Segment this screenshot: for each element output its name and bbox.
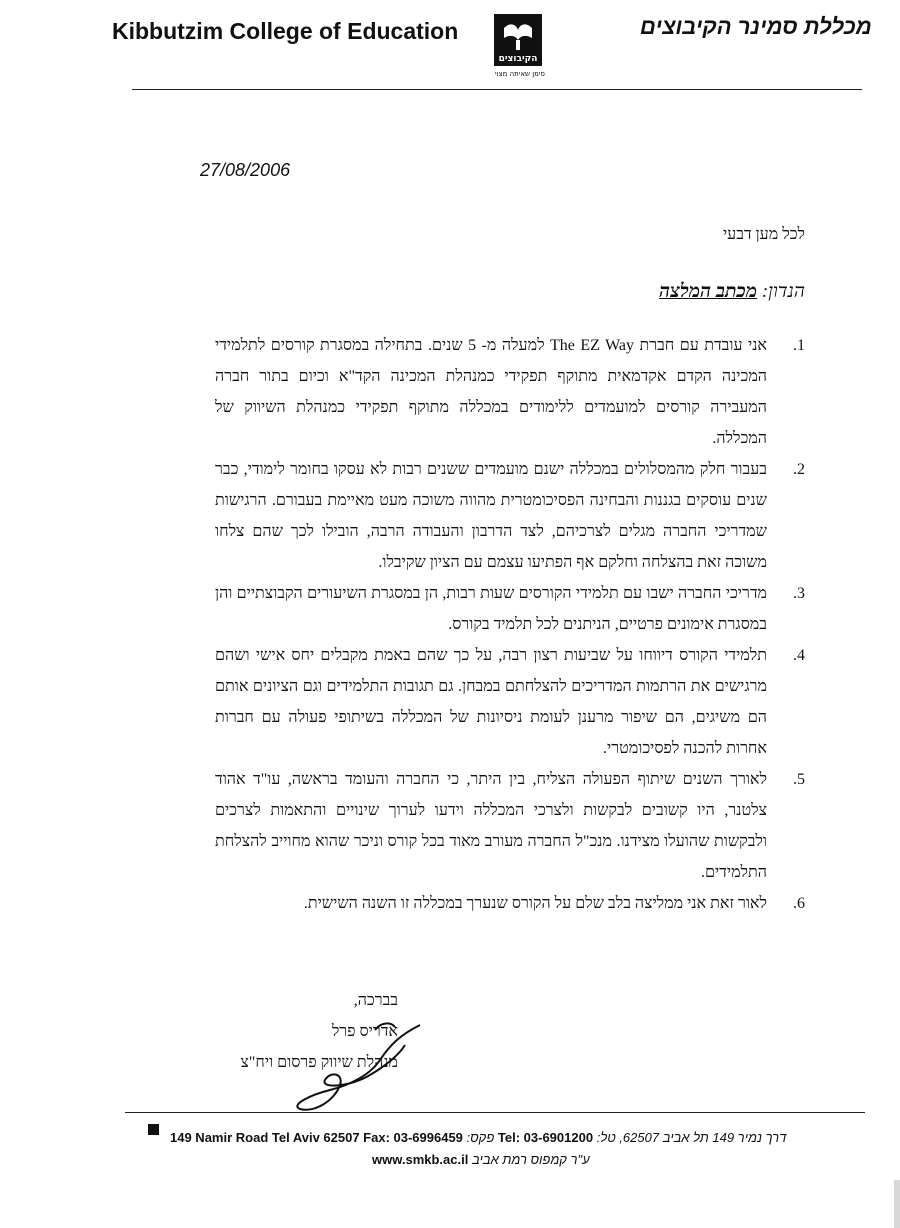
footer-contact-line bbox=[170, 1130, 870, 1145]
footer-bullet bbox=[148, 1124, 159, 1135]
item-number: 2. bbox=[793, 461, 805, 478]
item-number: 6. bbox=[793, 895, 805, 912]
footer-campus: ע"ר קמפוס רמת אביב bbox=[471, 1152, 590, 1167]
list-item bbox=[215, 640, 805, 764]
footer-web-line bbox=[372, 1152, 590, 1167]
footer-tel: Tel: 03-6901200 bbox=[497, 1130, 594, 1145]
subject-label: הנדון: bbox=[761, 281, 805, 302]
item-number: 5. bbox=[793, 771, 805, 788]
footer-divider bbox=[125, 1112, 865, 1113]
footer-website: www.smkb.ac.il bbox=[372, 1152, 469, 1167]
letter-date: 27/08/2006 bbox=[200, 160, 291, 180]
list-item bbox=[215, 888, 805, 919]
header-divider bbox=[132, 89, 862, 90]
list-item bbox=[215, 454, 805, 578]
item-number: 4. bbox=[793, 647, 805, 664]
closing-greeting: בברכה, bbox=[353, 992, 398, 1009]
logo-caption: סימן שאיתה מצוי bbox=[495, 70, 545, 78]
item-text: לאורך השנים שיתוף הפעולה הצליח, בין היתר, כי החברה והעומד בראשה, עו"ד אהוד צלטנר, היו קשובים לבקשות ולצרכי המכללה וידעו לערוך שינויים והתאמות לצרכים ולבקשות שהועלו מצידנו. מנכ"ל החברה מעורב מאוד בכל קורס וניכר שהוא מחוייב להצלחת התלמידים. bbox=[215, 771, 767, 881]
item-text: לאור זאת אני ממליצה בלב שלם על הקורס שנערך במכללה זו השנה השישית. bbox=[303, 895, 767, 912]
list-item bbox=[215, 764, 805, 888]
handwritten-signature bbox=[280, 1005, 450, 1115]
footer-address-en: 149 Namir Road Tel Aviv 62507 Fax: 03-6996459 bbox=[170, 1130, 463, 1145]
letter-subject bbox=[659, 281, 805, 303]
item-text: תלמידי הקורס דיווחו על שביעות רצון רבה, על כך שהם באמת מקבלים יחס אישי ושהם מרגישים את הרתמות המדריכים להצלחתם במבחן. גם תגובות התלמידים וגם הציונים אותם הם משיגים, הם שיפור מרענן לעומת ניסיונות של המכללה בשיתופי פעולה עם חברות אחרות להכנה לפסיכומטרי. bbox=[215, 647, 767, 757]
item-text: אני עובדת עם חברת The EZ Way למעלה מ- 5 שנים. בתחילה במסגרת קורסים לתלמידי המכינה הקדם אקדמאית מתוקף תפקידי כמנהלת המכינה הקד"א וכיום בתור חברה המעבירה קורסים למועמדים ללימודים במכללה מתוקף תפקידי כמנהלת השיווק של המכללה. bbox=[215, 337, 767, 447]
college-name-hebrew: מכללת סמינר הקיבוצים bbox=[640, 14, 872, 39]
subject-title: מכתב המלצה bbox=[659, 281, 758, 302]
footer-fax-label: פקס: bbox=[466, 1130, 495, 1145]
list-item bbox=[215, 578, 805, 640]
college-logo bbox=[490, 14, 548, 86]
college-name-english: Kibbutzim College of Education bbox=[112, 18, 459, 44]
item-number: 3. bbox=[793, 585, 805, 602]
signer-title: מנהלת שיווק פרסום ויח"צ bbox=[240, 1054, 398, 1071]
scan-edge bbox=[894, 1180, 900, 1228]
recommendation-list bbox=[215, 330, 805, 919]
item-text: מדריכי החברה ישבו עם תלמידי הקורסים שעות רבות, הן במסגרת השיעורים הקבוצתיים והן במסגרת אימונים פרטיים, הניתנים לכל תלמיד בקורס. bbox=[215, 585, 767, 633]
item-text: בעבור חלק מהמסלולים במכללה ישנם מועמדים ששנים רבות לא עסקו בחומר לימודי, כבר שנים עוסקים בגננות והבחינה הפסיכומטרית מהווה משוכה מעט מאיימת בעבורם. הרגישות שמדריכי החברה מגלים לצרכיהם, לצד הדרבון והעבודה הרבה, הובילו לכך שהם צלחו משוכה זאת בהצלחה וחלקם אף הפתיעו עצמם עם הציון שקיבלו. bbox=[215, 461, 767, 571]
letter-recipient: לכל מען דבעי bbox=[722, 226, 805, 243]
signer-name: אדריס פרל bbox=[331, 1023, 398, 1040]
item-number: 1. bbox=[793, 337, 805, 354]
logo-emblem bbox=[494, 14, 542, 66]
footer-address-he: דרך נמיר 149 תל אביב 62507, טל: bbox=[596, 1130, 787, 1145]
list-item bbox=[215, 330, 805, 454]
svg-text:הקיבוצים: הקיבוצים bbox=[498, 54, 538, 64]
